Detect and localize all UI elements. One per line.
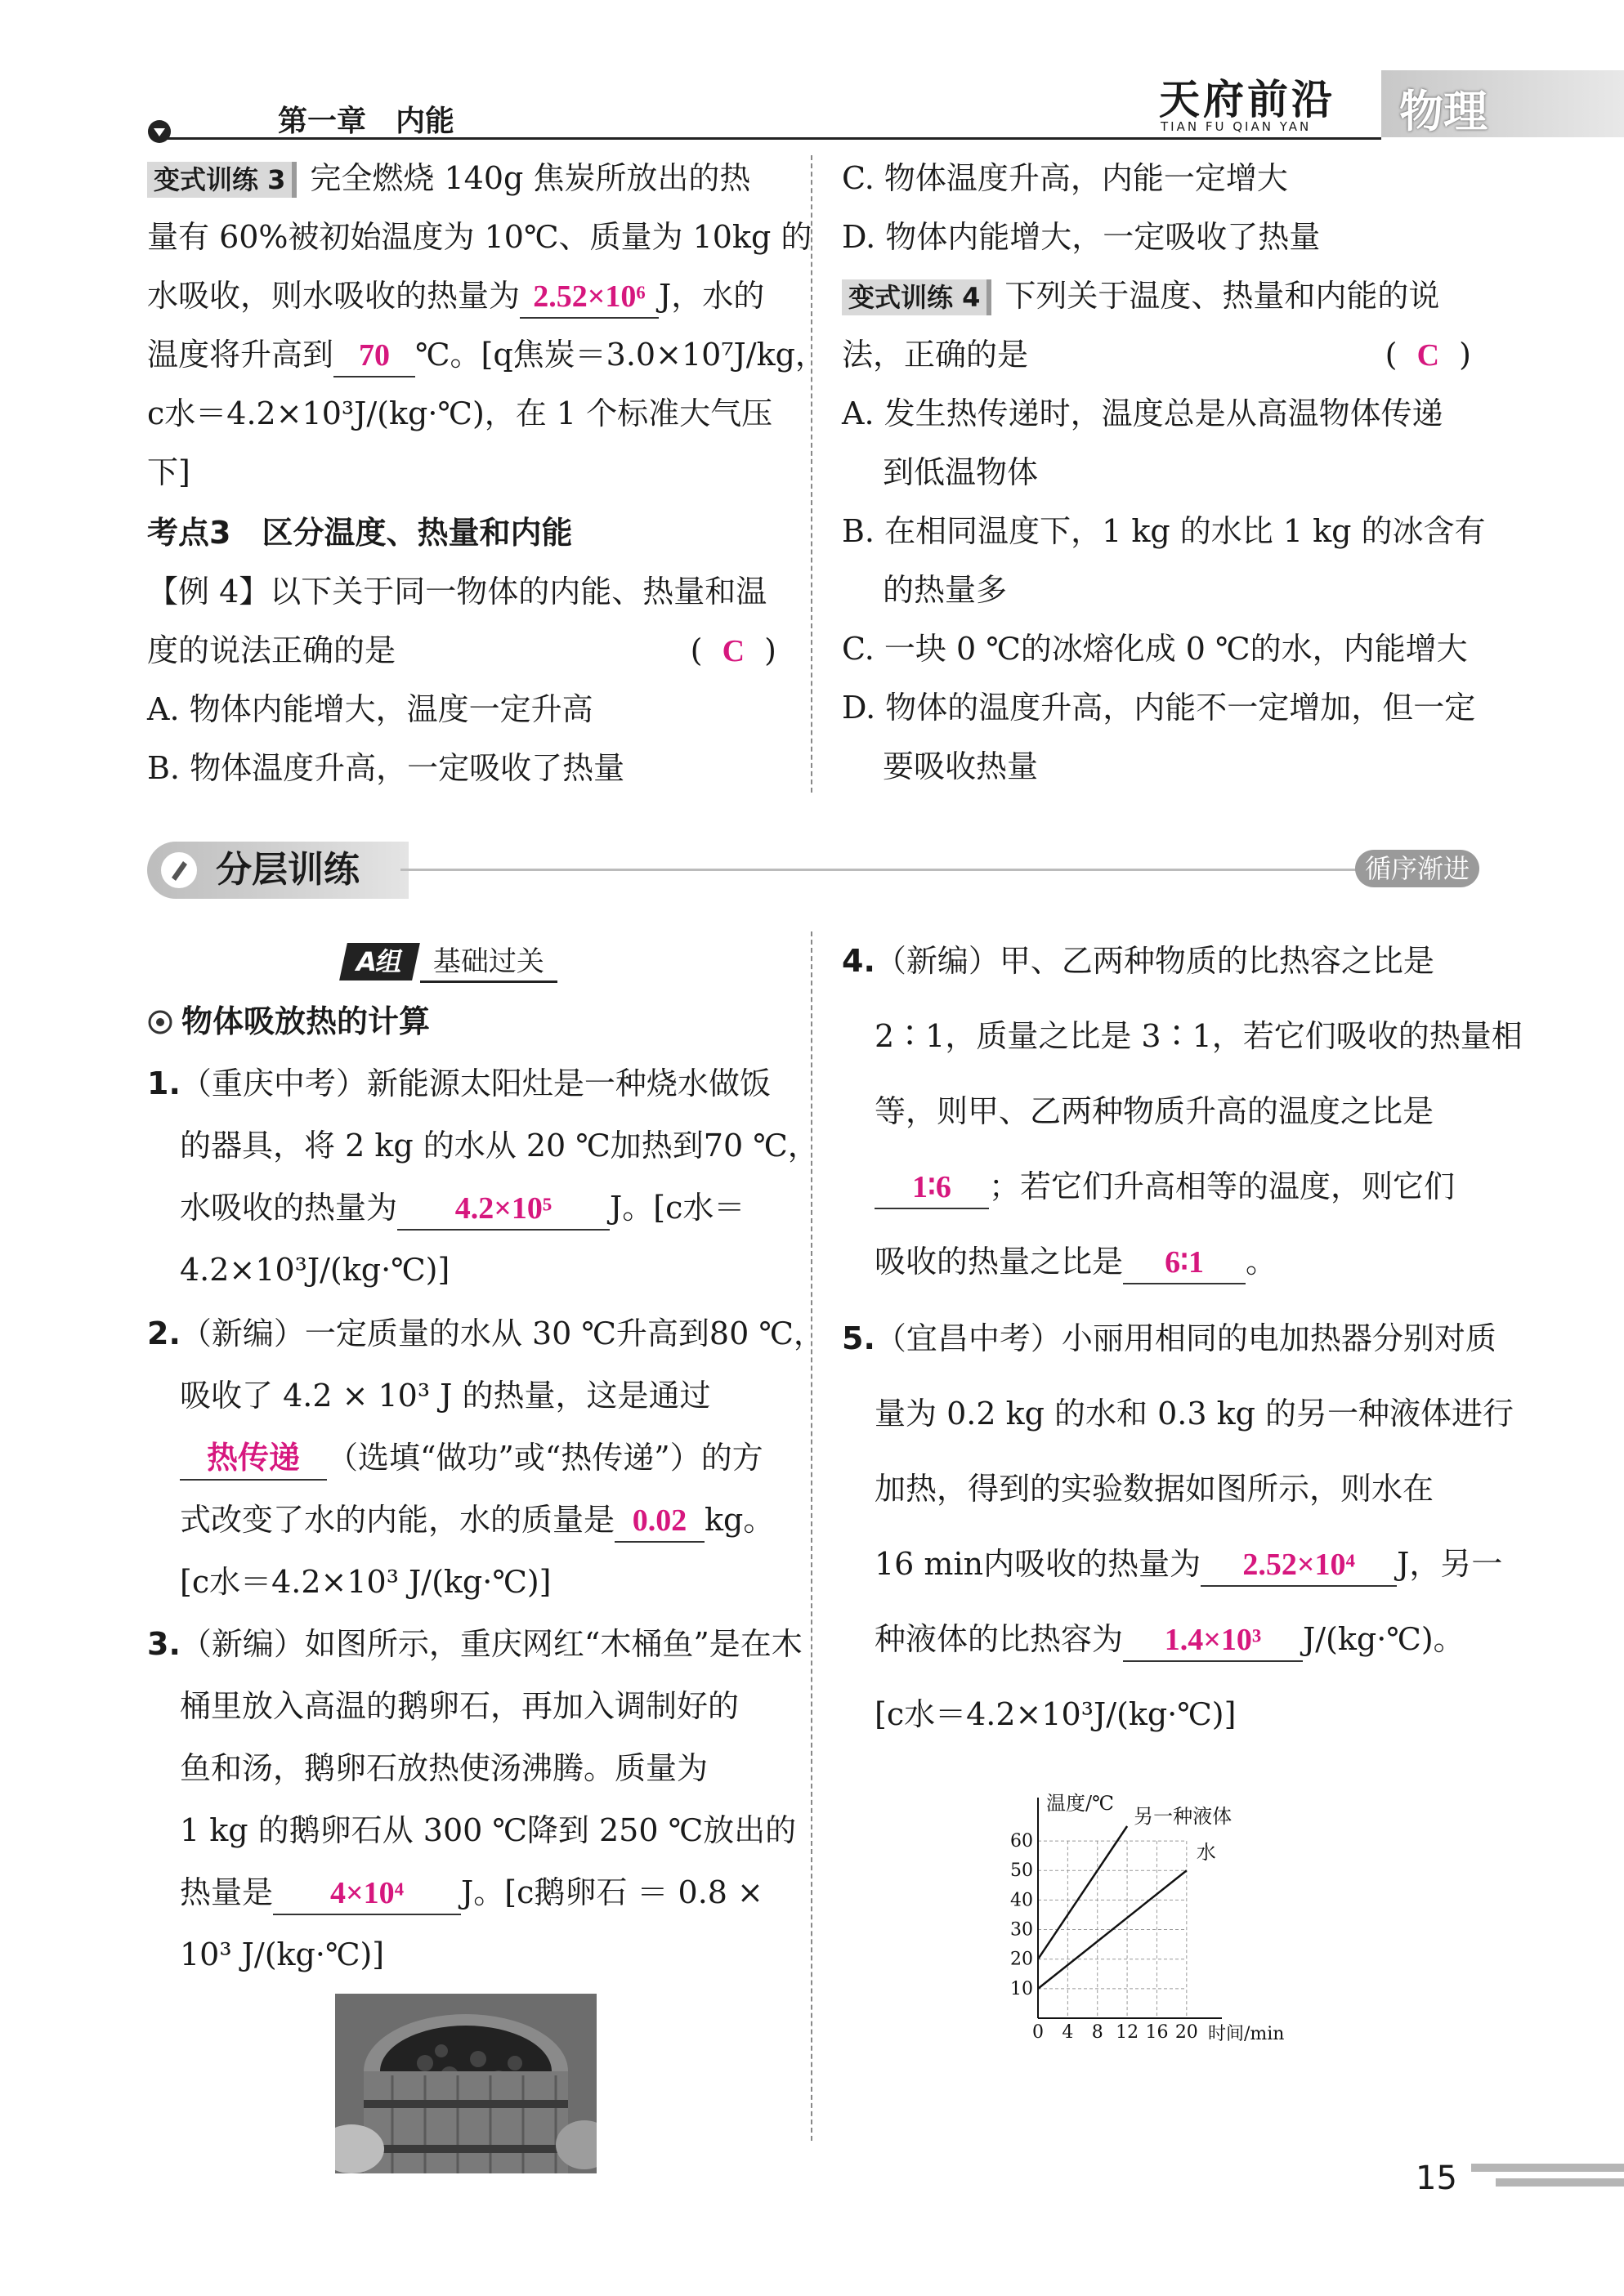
- q4-line5: 吸收的热量之比是 6∶1 。: [875, 1239, 1277, 1284]
- variant3-line4: 温度将升高到 70 ℃。[q焦炭＝3.0×10⁷J/kg，: [147, 332, 826, 377]
- subject-label: 物理: [1399, 86, 1488, 137]
- brand-subtitle: TIAN FU QIAN YAN: [1161, 119, 1312, 134]
- x-tick-label: 0: [1032, 2022, 1044, 2043]
- page-number: 15: [1416, 2160, 1457, 2197]
- footer-bars: [1471, 2164, 1624, 2187]
- variant4-line1: 变式训练 4 下列关于温度、热量和内能的说: [842, 273, 1439, 319]
- variant4-tag: 变式训练 4: [842, 279, 991, 315]
- q2-line4: 式改变了水的内能，水的质量是 0.02 kg。: [180, 1497, 774, 1543]
- answer-choice[interactable]: C: [1416, 338, 1440, 373]
- example4-option-c: C. 物体温度升高，内能一定增大: [842, 160, 1288, 196]
- chapter-title: 第一章 内能: [278, 105, 455, 138]
- variant4-option-b2: 的热量多: [883, 572, 1008, 608]
- answer-blank[interactable]: 6∶1: [1123, 1242, 1246, 1284]
- q1-line1: 1.（重庆中考）新能源太阳灶是一种烧水做饭: [147, 1065, 771, 1101]
- q3-line2: 桶里放入高温的鹅卵石，再加入调制好的: [180, 1688, 740, 1724]
- q5-line4: 16 min内吸收的热量为 2.52×10⁴ J，另一: [875, 1541, 1502, 1587]
- q3-line6: 10³ J/(kg·℃)]: [180, 1936, 385, 1972]
- column-divider-bottom: [811, 931, 812, 2141]
- variant4-line2: 法，正确的是 ( C ): [842, 337, 1471, 373]
- variant4-option-a1: A. 发生热传递时，温度总是从高温物体传递: [842, 395, 1443, 431]
- series-label: 水: [1196, 1841, 1216, 1865]
- q3-number: 3.: [147, 1626, 181, 1662]
- variant3-line3: 水吸收，则水吸收的热量为 2.52×10⁶ J，水的: [147, 273, 764, 319]
- variant3-line2: 量有 60%被初始温度为 10℃、质量为 10kg 的: [147, 219, 812, 255]
- y-tick-label: 10: [1010, 1978, 1033, 1999]
- variant4-option-d2: 要吸收热量: [883, 748, 1039, 784]
- answer-blank[interactable]: 热传递: [180, 1438, 327, 1481]
- variant3-tag: 变式训练 3: [147, 162, 297, 198]
- variant3-line5: c水＝4.2×10³J/(kg·℃)，在 1 个标准大气压: [147, 395, 773, 431]
- x-axis-label: 时间/min: [1208, 2024, 1285, 2044]
- y-tick-label: 40: [1010, 1890, 1033, 1911]
- q5-number: 5.: [842, 1320, 875, 1356]
- example4-option-a: A. 物体内能增大，温度一定升高: [147, 691, 593, 727]
- q3-line5: 热量是 4×10⁴ J。[c鹅卵石 ＝ 0.8 ×: [180, 1869, 763, 1915]
- answer-blank[interactable]: 70: [333, 335, 415, 377]
- q1-number: 1.: [147, 1065, 181, 1101]
- q1-line2: 的器具，将 2 kg 的水从 20 ℃加热到70 ℃，: [180, 1128, 819, 1164]
- pencil-icon: [160, 851, 198, 889]
- q4-line1: 4.（新编）甲、乙两种物质的比热容之比是: [842, 943, 1434, 979]
- q2-line3: 热传递 （选填“做功”或“热传递”）的方: [180, 1435, 763, 1481]
- q2-number: 2.: [147, 1316, 181, 1351]
- q2-line5: [c水＝4.2×10³ J/(kg·℃)]: [180, 1564, 552, 1600]
- x-tick-label: 20: [1174, 2022, 1198, 2043]
- answer-blank[interactable]: 4×10⁴: [273, 1873, 461, 1915]
- answer-blank[interactable]: 1∶6: [875, 1167, 989, 1209]
- q4-number: 4.: [842, 943, 875, 979]
- variant4-option-d1: D. 物体的温度升高，内能不一定增加，但一定: [842, 690, 1476, 726]
- q3-line1: 3.（新编）如图所示，重庆网红“木桶鱼”是在木: [147, 1626, 803, 1662]
- section-title: 分层训练: [216, 849, 360, 891]
- bucket-photo: [335, 1994, 597, 2173]
- subject-badge: [1381, 70, 1624, 137]
- answer-blank[interactable]: 2.52×10⁶: [520, 276, 659, 319]
- variant4-option-c: C. 一块 0 ℃的冰熔化成 0 ℃的水，内能增大: [842, 631, 1468, 667]
- y-tick-label: 60: [1010, 1831, 1033, 1852]
- answer-blank[interactable]: 1.4×10³: [1123, 1619, 1303, 1662]
- answer-blank[interactable]: 4.2×10⁵: [397, 1188, 610, 1231]
- x-tick-label: 12: [1116, 2022, 1139, 2043]
- brand-logo: 天府前沿: [1159, 76, 1335, 123]
- y-tick-label: 20: [1010, 1949, 1033, 1970]
- variant3-line6: 下]: [147, 454, 190, 490]
- q4-line2: 2∶1，质量之比是 3∶1，若它们吸收的热量相: [875, 1018, 1523, 1054]
- q1-line4: 4.2×10³J/(kg·℃)]: [180, 1252, 450, 1288]
- x-tick-label: 4: [1062, 2022, 1074, 2043]
- q1-line3: 水吸收的热量为 4.2×10⁵ J。[c水＝: [180, 1185, 745, 1231]
- variant4-option-b1: B. 在相同温度下，1 kg 的水比 1 kg 的冰含有: [842, 513, 1486, 549]
- variant3-line1: 变式训练 3 完全燃烧 140g 焦炭所放出的热: [147, 155, 750, 201]
- header-rule: [155, 137, 1381, 140]
- example4-option-d: D. 物体内能增大，一定吸收了热量: [842, 219, 1321, 255]
- q2-line2: 吸收了 4.2 × 10³ J 的热量，这是通过: [180, 1378, 711, 1414]
- y-tick-label: 50: [1010, 1860, 1033, 1882]
- series-line: [1038, 1826, 1127, 1959]
- section-badge: 循序渐进: [1355, 850, 1479, 887]
- q2-line1: 2.（新编）一定质量的水从 30 ℃升高到80 ℃，: [147, 1316, 825, 1351]
- target-icon: [147, 1009, 173, 1035]
- group-label: A组 基础过关: [343, 943, 557, 982]
- q5-line6: [c水＝4.2×10³J/(kg·℃)]: [875, 1696, 1237, 1732]
- group-title: 基础过关: [420, 943, 557, 983]
- y-axis-label: 温度/℃: [1046, 1792, 1114, 1815]
- example4-line1: 【例 4】以下关于同一物体的内能、热量和温: [147, 574, 767, 610]
- series-label: 另一种液体: [1134, 1805, 1233, 1828]
- x-tick-label: 8: [1091, 2022, 1103, 2043]
- x-tick-label: 16: [1145, 2022, 1169, 2043]
- column-divider-top: [811, 155, 812, 793]
- topic-heading: 物体吸放热的计算: [147, 998, 430, 1044]
- example4-option-b: B. 物体温度升高，一定吸收了热量: [147, 750, 625, 786]
- y-tick-label: 30: [1010, 1919, 1033, 1941]
- temperature-time-chart: [989, 1773, 1332, 2051]
- chapter-arrow-icon: [147, 119, 172, 144]
- q4-line4: 1∶6 ；若它们升高相等的温度，则它们: [875, 1164, 1455, 1209]
- q5-line3: 加热，得到的实验数据如图所示，则水在: [875, 1471, 1434, 1507]
- q3-line3: 鱼和汤，鹅卵石放热使汤沸腾。质量为: [180, 1750, 709, 1786]
- q5-line2: 量为 0.2 kg 的水和 0.3 kg 的另一种液体进行: [875, 1396, 1514, 1432]
- variant4-option-a2: 到低温物体: [883, 454, 1039, 490]
- q4-line3: 等，则甲、乙两种物质升高的温度之比是: [875, 1093, 1434, 1129]
- q5-line1: 5.（宜昌中考）小丽用相同的电加热器分别对质: [842, 1320, 1496, 1356]
- answer-blank[interactable]: 2.52×10⁴: [1201, 1544, 1397, 1587]
- q5-line5: 种液体的比热容为 1.4×10³ J/(kg·℃)。: [875, 1616, 1465, 1662]
- example4-line2: 度的说法正确的是 ( C ): [147, 632, 776, 668]
- answer-blank[interactable]: 0.02: [615, 1500, 705, 1543]
- q3-line4: 1 kg 的鹅卵石从 300 ℃降到 250 ℃放出的: [180, 1812, 797, 1848]
- answer-choice[interactable]: C: [722, 634, 745, 668]
- topic3-heading: 考点3 区分温度、热量和内能: [147, 515, 573, 551]
- section-banner: [147, 842, 1479, 899]
